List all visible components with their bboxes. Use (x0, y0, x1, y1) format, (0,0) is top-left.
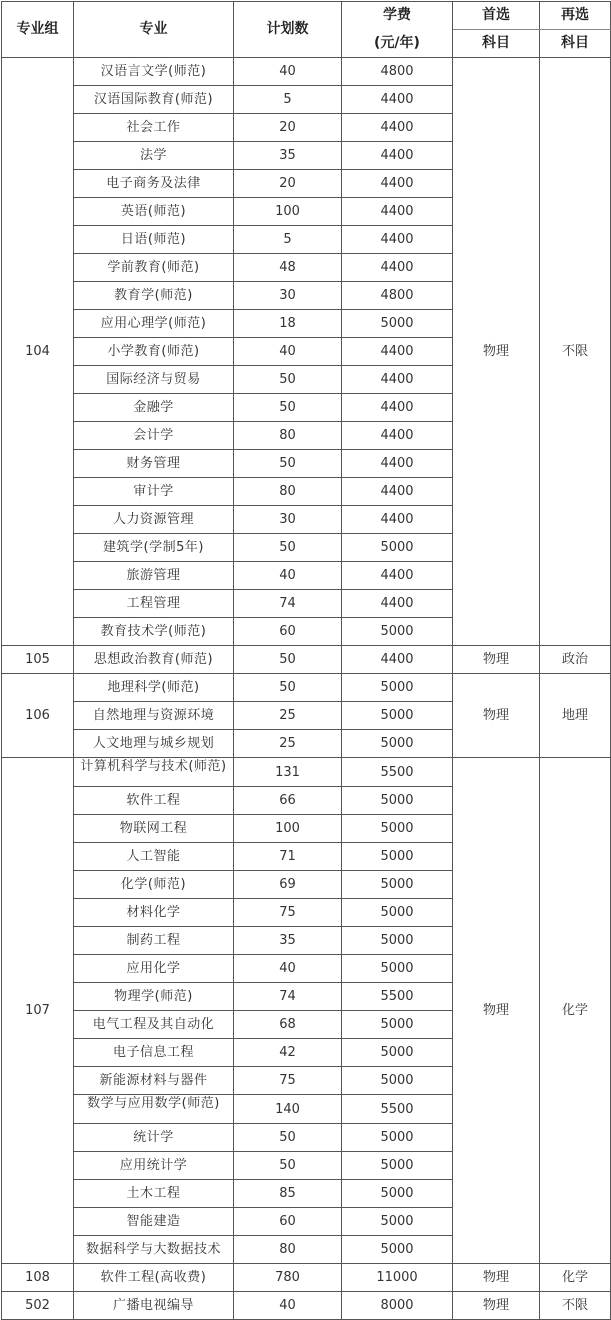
tuition-cell: 4400 (342, 114, 453, 142)
tuition-cell: 4400 (342, 478, 453, 506)
first-subject-cell: 物理 (453, 1264, 540, 1292)
plan-count-cell: 50 (234, 646, 342, 674)
major-cell: 金融学 (74, 394, 234, 422)
plan-count-cell: 18 (234, 310, 342, 338)
tuition-cell: 5000 (342, 927, 453, 955)
tuition-cell: 4400 (342, 590, 453, 618)
major-cell: 英语(师范) (74, 198, 234, 226)
tuition-cell: 4400 (342, 366, 453, 394)
major-cell: 应用心理学(师范) (74, 310, 234, 338)
second-subject-cell: 地理 (540, 674, 611, 758)
tuition-cell: 4800 (342, 58, 453, 86)
tuition-cell: 5000 (342, 534, 453, 562)
tuition-cell: 4400 (342, 338, 453, 366)
major-cell: 数据科学与大数据技术 (74, 1236, 234, 1264)
first-subject-cell: 物理 (453, 58, 540, 646)
major-cell: 旅游管理 (74, 562, 234, 590)
plan-count-cell: 48 (234, 254, 342, 282)
major-cell: 软件工程(高收费) (74, 1264, 234, 1292)
plan-count-cell: 85 (234, 1180, 342, 1208)
group-code-cell: 105 (2, 646, 74, 674)
tuition-cell: 5000 (342, 310, 453, 338)
first-subject-cell: 物理 (453, 758, 540, 1264)
tuition-cell: 4800 (342, 282, 453, 310)
second-subject-cell: 政治 (540, 646, 611, 674)
major-cell: 小学教育(师范) (74, 338, 234, 366)
plan-count-cell: 50 (234, 674, 342, 702)
major-cell: 自然地理与资源环境 (74, 702, 234, 730)
major-cell: 计算机科学与技术(师范) (74, 758, 234, 787)
tuition-cell: 5500 (342, 758, 453, 787)
major-cell: 地理科学(师范) (74, 674, 234, 702)
tuition-cell: 11000 (342, 1264, 453, 1292)
plan-count-cell: 30 (234, 506, 342, 534)
plan-count-cell: 25 (234, 730, 342, 758)
plan-count-cell: 5 (234, 226, 342, 254)
tuition-cell: 5000 (342, 1011, 453, 1039)
plan-count-cell: 50 (234, 450, 342, 478)
major-cell: 电子商务及法律 (74, 170, 234, 198)
major-cell: 建筑学(学制5年) (74, 534, 234, 562)
plan-count-cell: 20 (234, 114, 342, 142)
tuition-cell: 4400 (342, 142, 453, 170)
major-cell: 国际经济与贸易 (74, 366, 234, 394)
tuition-cell: 5000 (342, 1152, 453, 1180)
header-first-line2: 科目 (453, 30, 540, 58)
tuition-cell: 5000 (342, 871, 453, 899)
major-cell: 应用统计学 (74, 1152, 234, 1180)
header-group: 专业组 (2, 2, 74, 58)
plan-count-cell: 50 (234, 394, 342, 422)
major-cell: 教育学(师范) (74, 282, 234, 310)
second-subject-cell: 不限 (540, 1292, 611, 1320)
major-cell: 汉语言文学(师范) (74, 58, 234, 86)
first-subject-cell: 物理 (453, 1292, 540, 1320)
plan-count-cell: 40 (234, 58, 342, 86)
major-cell: 审计学 (74, 478, 234, 506)
plan-count-cell: 71 (234, 843, 342, 871)
plan-count-cell: 35 (234, 927, 342, 955)
tuition-cell: 5000 (342, 1236, 453, 1264)
plan-count-cell: 140 (234, 1095, 342, 1124)
tuition-cell: 5000 (342, 1124, 453, 1152)
table-body (2, 58, 611, 1320)
major-cell: 软件工程 (74, 787, 234, 815)
first-subject-cell: 物理 (453, 674, 540, 758)
major-cell: 物理学(师范) (74, 983, 234, 1011)
major-cell: 人力资源管理 (74, 506, 234, 534)
plan-count-cell: 40 (234, 338, 342, 366)
major-cell: 电气工程及其自动化 (74, 1011, 234, 1039)
major-cell: 制药工程 (74, 927, 234, 955)
plan-count-cell: 66 (234, 787, 342, 815)
plan-count-cell: 75 (234, 899, 342, 927)
plan-count-cell: 50 (234, 1152, 342, 1180)
major-cell: 物联网工程 (74, 815, 234, 843)
group-code-cell: 108 (2, 1264, 74, 1292)
tuition-cell: 5500 (342, 1095, 453, 1124)
header-major: 专业 (74, 2, 234, 58)
tuition-cell: 5000 (342, 899, 453, 927)
tuition-cell: 4400 (342, 226, 453, 254)
tuition-cell: 5000 (342, 815, 453, 843)
plan-count-cell: 20 (234, 170, 342, 198)
major-cell: 应用化学 (74, 955, 234, 983)
major-cell: 电子信息工程 (74, 1039, 234, 1067)
tuition-cell: 4400 (342, 394, 453, 422)
major-cell: 日语(师范) (74, 226, 234, 254)
major-cell: 学前教育(师范) (74, 254, 234, 282)
header-tuition-line2: (元/年) (342, 30, 453, 58)
plan-count-cell: 60 (234, 618, 342, 646)
plan-count-cell: 25 (234, 702, 342, 730)
tuition-cell: 5500 (342, 983, 453, 1011)
plan-count-cell: 80 (234, 1236, 342, 1264)
table-row (2, 1292, 611, 1320)
header-row-1 (2, 2, 611, 30)
tuition-cell: 5000 (342, 618, 453, 646)
first-subject-cell: 物理 (453, 646, 540, 674)
major-cell: 财务管理 (74, 450, 234, 478)
major-cell: 化学(师范) (74, 871, 234, 899)
major-cell: 会计学 (74, 422, 234, 450)
plan-count-cell: 35 (234, 142, 342, 170)
plan-count-cell: 74 (234, 983, 342, 1011)
major-cell: 思想政治教育(师范) (74, 646, 234, 674)
major-cell: 法学 (74, 142, 234, 170)
tuition-cell: 4400 (342, 254, 453, 282)
table-header (2, 2, 611, 58)
plan-count-cell: 100 (234, 815, 342, 843)
major-cell: 汉语国际教育(师范) (74, 86, 234, 114)
table-row (2, 1264, 611, 1292)
tuition-cell: 5000 (342, 702, 453, 730)
tuition-cell: 5000 (342, 674, 453, 702)
major-cell: 人文地理与城乡规划 (74, 730, 234, 758)
tuition-cell: 4400 (342, 506, 453, 534)
enrollment-plan-table (1, 1, 611, 1320)
tuition-cell: 5000 (342, 1067, 453, 1095)
tuition-cell: 4400 (342, 198, 453, 226)
tuition-cell: 5000 (342, 1039, 453, 1067)
second-subject-cell: 化学 (540, 758, 611, 1264)
plan-count-cell: 40 (234, 955, 342, 983)
plan-count-cell: 40 (234, 1292, 342, 1320)
tuition-cell: 4400 (342, 422, 453, 450)
second-subject-cell: 不限 (540, 58, 611, 646)
major-cell: 教育技术学(师范) (74, 618, 234, 646)
plan-count-cell: 50 (234, 1124, 342, 1152)
plan-count-cell: 780 (234, 1264, 342, 1292)
tuition-cell: 8000 (342, 1292, 453, 1320)
tuition-cell: 4400 (342, 450, 453, 478)
plan-count-cell: 131 (234, 758, 342, 787)
plan-count-cell: 42 (234, 1039, 342, 1067)
major-cell: 土木工程 (74, 1180, 234, 1208)
major-cell: 人工智能 (74, 843, 234, 871)
plan-count-cell: 74 (234, 590, 342, 618)
tuition-cell: 5000 (342, 843, 453, 871)
tuition-cell: 4400 (342, 170, 453, 198)
table-row (2, 58, 611, 86)
tuition-cell: 5000 (342, 1180, 453, 1208)
second-subject-cell: 化学 (540, 1264, 611, 1292)
header-tuition-line1: 学费 (342, 2, 453, 30)
header-second-line1: 再选 (540, 2, 611, 30)
major-cell: 材料化学 (74, 899, 234, 927)
group-code-cell: 106 (2, 674, 74, 758)
tuition-cell: 5000 (342, 787, 453, 815)
plan-count-cell: 80 (234, 422, 342, 450)
plan-count-cell: 50 (234, 534, 342, 562)
plan-count-cell: 60 (234, 1208, 342, 1236)
tuition-cell: 5000 (342, 1208, 453, 1236)
major-cell: 工程管理 (74, 590, 234, 618)
plan-count-cell: 5 (234, 86, 342, 114)
major-cell: 新能源材料与器件 (74, 1067, 234, 1095)
tuition-cell: 4400 (342, 646, 453, 674)
tuition-cell: 4400 (342, 86, 453, 114)
tuition-cell: 5000 (342, 730, 453, 758)
plan-count-cell: 100 (234, 198, 342, 226)
group-code-cell: 107 (2, 758, 74, 1264)
table-row (2, 674, 611, 702)
plan-count-cell: 75 (234, 1067, 342, 1095)
plan-count-cell: 50 (234, 366, 342, 394)
plan-count-cell: 30 (234, 282, 342, 310)
table-row (2, 758, 611, 787)
major-cell: 智能建造 (74, 1208, 234, 1236)
plan-count-cell: 69 (234, 871, 342, 899)
header-plan: 计划数 (234, 2, 342, 58)
major-cell: 社会工作 (74, 114, 234, 142)
tuition-cell: 5000 (342, 955, 453, 983)
header-first-line1: 首选 (453, 2, 540, 30)
plan-count-cell: 80 (234, 478, 342, 506)
major-cell: 广播电视编导 (74, 1292, 234, 1320)
plan-count-cell: 40 (234, 562, 342, 590)
header-second-line2: 科目 (540, 30, 611, 58)
table-row (2, 646, 611, 674)
group-code-cell: 502 (2, 1292, 74, 1320)
group-code-cell: 104 (2, 58, 74, 646)
major-cell: 统计学 (74, 1124, 234, 1152)
tuition-cell: 4400 (342, 562, 453, 590)
major-cell: 数学与应用数学(师范) (74, 1095, 234, 1124)
plan-count-cell: 68 (234, 1011, 342, 1039)
